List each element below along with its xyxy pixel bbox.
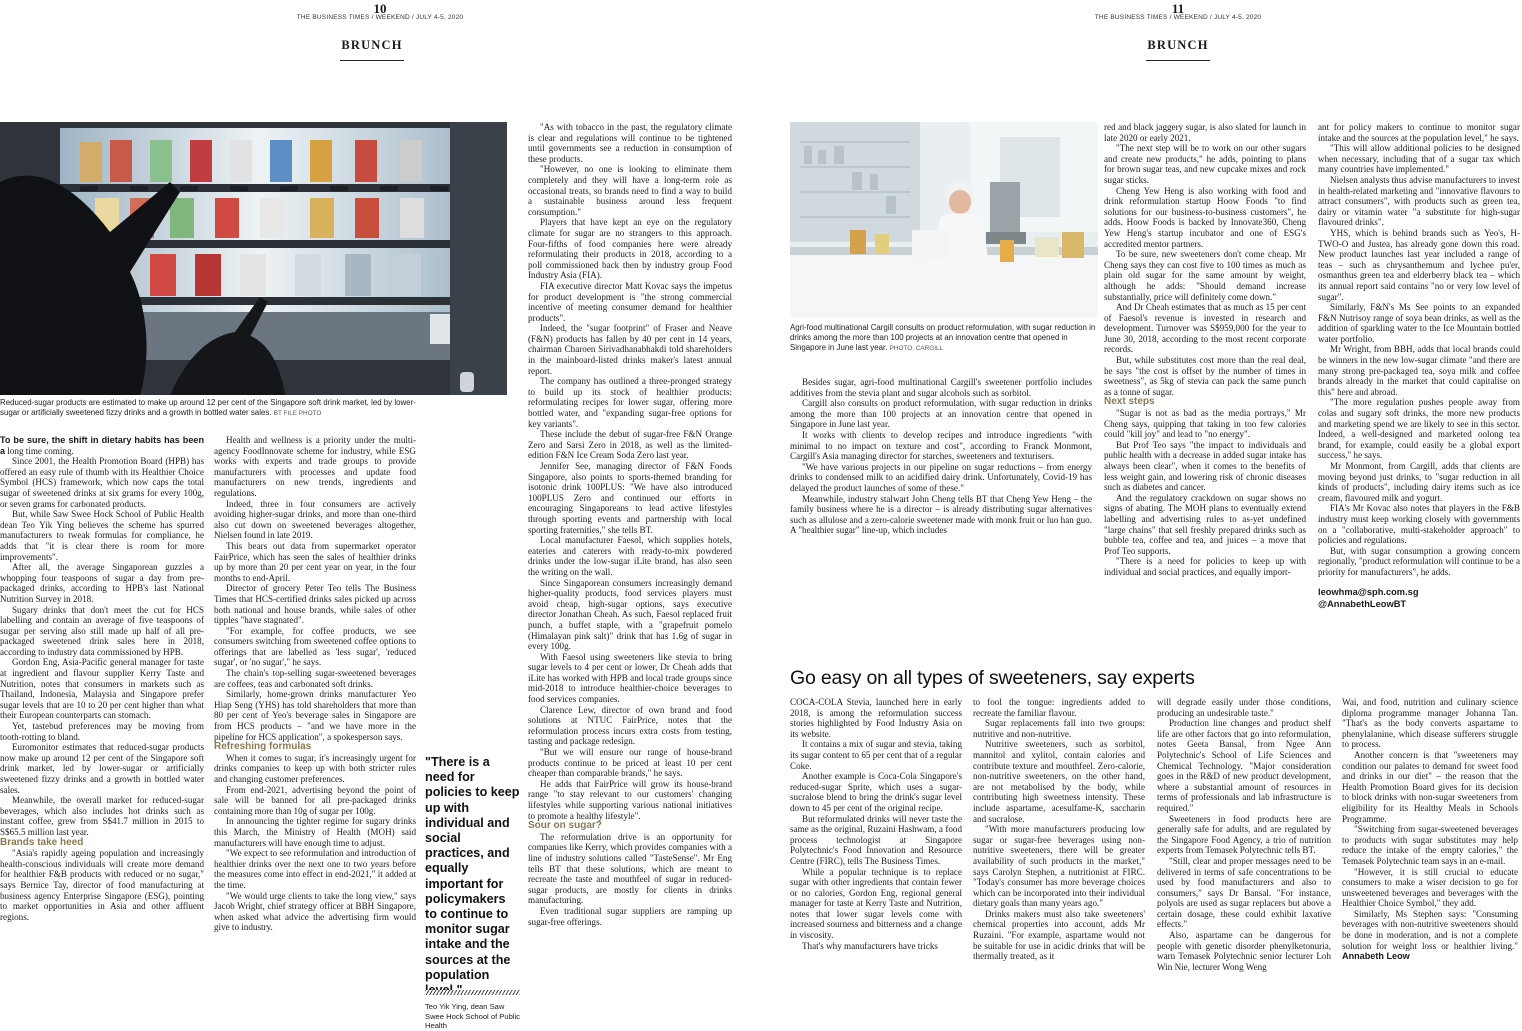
lab-photo	[790, 122, 1098, 318]
paragraph: But Prof Teo says "the impact to individuals and public health with a decrease in added sugar intake has always been clear", when it comes to the benefits of less weight gain, and lowering risk of chronic diseases such as diabetes and cancer.	[1104, 439, 1306, 493]
sidebar-column-1	[790, 697, 962, 1000]
paragraph: Euromonitor estimates that reduced-sugar products now make up around 12 per cent of the Singapore soft drink market, led by lower-sugar or artificially sweetened fizzy drinks and a growth in bottled water sales.	[0, 742, 204, 795]
paragraph: Sweeteners in food products here are generally safe for adults, and are regulated by the Singapore Food Agency, a trio of nutrition experts from Temasek Polytechnic tells BT.	[1157, 813, 1331, 856]
paragraph: COCA-COLA Stevia, launched here in early 2018, is among the reformulation success stories highlighted by Food Industry Asia on its website.	[790, 697, 962, 739]
photo-caption	[0, 398, 430, 419]
section-label: BRUNCH	[341, 38, 403, 52]
caption-text: Reduced-sugar products are estimated to make up around 12 per cent of the Singapore soft drink market, led by lower-sugar or artificially sweetened fizzy drinks and a growth in bottled water sales.	[0, 398, 416, 417]
paragraph: "For example, for coffee products, we see consumers switching from sweetened coffee options to offerings that are labelled as 'less sugar', 'reduced sugar', or 'no sugar'," he says.	[214, 625, 416, 668]
page-number: 11	[1171, 1, 1185, 16]
paragraph: Similarly, home-grown drinks manufacturer Yeo Hiap Seng (YHS) has told shareholders that more than 80 per cent of Yeo's beverage sales in Singapore are from HCS products – "and we have more in the pipeline for HCS application", a spokesperson says.	[214, 689, 416, 742]
paragraph: Drinks makers must also take sweeteners' chemical properties into account, adds Mr Ruzaini. "For example, aspartame would not be suitable for use in acidic drinks that will be thermally treated, as it	[973, 908, 1145, 962]
paragraph: Sugar replacements fall into two groups: nutritive and non-nutritive.	[973, 718, 1145, 739]
paragraph: "We have various projects in our pipeline on sugar reductions – from energy drinks to condensed milk to an acidified dairy drink. Unfortunately, Covid-19 has delayed the product launches of some of these."	[790, 461, 1092, 493]
paragraph: "This will allow additional policies to be designed when necessary, including that of a sugar tax which many countries have implemented."	[1318, 143, 1520, 175]
paragraph: Sugary drinks that don't meet the cut for HCS labelling and contain an average of five teaspoons of sugar per serving also still made up half of all pre-packaged sweetened drink sales here in 2018, according to industry data commissioned by HPB.	[0, 604, 204, 657]
paragraph: FIA executive director Matt Kovac says the impetus for product development is "the strong commercial incentive of meeting consumer demand for healthier products".	[528, 280, 732, 323]
paragraph: ant for policy makers to continue to monitor sugar intake and the sources at the population level," he says.	[1318, 122, 1520, 143]
paragraph	[1342, 909, 1518, 962]
paragraph: Local manufacturer Faesol, which supplies hotels, eateries and caterers with ready-to-mix powdered drinks under the low-sugar iLite brand, has also seen the writing on the wall.	[528, 535, 732, 577]
paragraph: Another concern is that "sweeteners may condition our palates to demand for sweet food and drinks in our diet" – the reason that the Health Promotion Board gives for its decision to block drinks with non-sugar sweeteners from eligibility for its Healthy Meals in Schools Programme.	[1342, 749, 1518, 824]
subheading: Next steps	[1104, 396, 1155, 408]
section-label: BRUNCH	[1147, 38, 1209, 52]
paragraph: "We expect to see reformulation and introduction of healthier drinks over the next one to two years before the measures come into effect in end-2021," it added at the time.	[214, 848, 416, 890]
paragraph: "Asia's rapidly ageing population and increasingly health-conscious individuals will create more demand for healthier F&B products with reduced or no sugar," says Bernice Tay, director of food manufacturing at business agency Enterprise Singapore (ESG), pointing to market opportunities in Asia and other affluent regions.	[0, 848, 204, 922]
vending-machine-photo	[0, 122, 507, 395]
paragraph: The reformulation drive is an opportunity for companies like Kerry, which provides companies with a line of industry solutions called "TasteSense". Mr Eng tells BT that these solutions, which are meant to recreate the taste and mouthfeel of sugar in reduced-sugar products, are mostly for clients in drinks manufacturing.	[528, 831, 732, 906]
lab-illustration	[790, 122, 1098, 318]
paragraph: "With more manufacturers producing low sugar or sugar-free beverages using non-nutritive sweeteners, there will be greater availability of such products in the market," says Carolyn Stephen, a nutritionist at FIRC. "Today's consumer has more beverage choices which can be incorporated into their individual dietary goals than many years ago."	[973, 824, 1145, 909]
paragraph: In announcing the tighter regime for sugary drinks this March, the Ministry of Health (MOH) said manufacturers will have enough time to adjust.	[214, 816, 416, 848]
paragraph: Meanwhile, industry stalwart John Cheng tells BT that Cheng Yew Heng – the family business where he is a director – is already distributing sugar alternatives such as allulose and a zero-calorie sweetener made with monk fruit or luo han guo. A "healthier sugar" line-up, which includes	[790, 493, 1092, 536]
paragraph: The company has outlined a three-pronged strategy to build up its stock of healthier products: reformulating recipes for lower sugar, offering more bottled water, and "expanding sugar-free options for key variants".	[528, 376, 732, 429]
byline: Annabeth Leow	[1342, 951, 1410, 962]
paragraph: Indeed, the "sugar footprint" of Fraser and Neave (F&N) products has fallen by 40 per cent in 14 years, chairman Charoen Sirivadhanabhakdi told shareholders in the mainboard-listed drinks maker's latest annual report.	[528, 323, 732, 376]
paragraph: He adds that FairPrice will grow its house-brand range "to stay relevant to our customers' changing lifestyles while supporting various national initiatives to promote a healthy lifestyle".	[528, 778, 732, 821]
lead-in-rest: long time coming.	[7, 445, 74, 456]
paragraph: Mr Monmont, from Cargill, adds that clients are moving beyond just drinks, to "sugar reduction in all kinds of products", including dairy items such as ice cream, flavoured milk and yogurt.	[1318, 461, 1520, 503]
sidebar-headline: Go easy on all types of sweeteners, say experts	[790, 667, 1195, 689]
hatch-rule	[425, 990, 520, 995]
paragraph: It contains a mix of sugar and stevia, taking its sugar content to 65 per cent that of a regular Coke.	[790, 739, 962, 771]
paragraph: "Still, clear and proper messages need to be delivered in terms of safe concentrations to be used by food manufacturers and also to consumers," says Dr Bansal. "For instance, polyols are used as sugar replacers but above a certain dosage, these could exhibit laxative effects."	[1157, 855, 1331, 930]
photo-credit: BT FILE PHOTO	[273, 410, 322, 417]
sidebar-column-4	[1342, 697, 1518, 1000]
paragraph: "There is a need for policies to keep up with individual and social practices, and equally import-	[1104, 556, 1306, 577]
quote-text: "There is a need for policies to keep up with individual and social practices, and equally important for policymakers to continue to monitor sugar intake and the sources at the population	[425, 755, 520, 982]
paragraph: "The more regulation pushes people away from colas and sugary soft drinks, the more new products and marketing spend we are likely to see in this sector. Indeed, a well-designed and marketed oolong tea brand, for example, could easily be a global export success," he says.	[1318, 397, 1520, 461]
author-email[interactable]: leowhma@sph.com.sg	[1318, 586, 1419, 597]
paragraph: to fool the tongue: ingredients added to recreate the familiar flavour.	[973, 697, 1145, 718]
paragraph: With Faesol using sweeteners like stevia to bring sugar levels to 4 per cent or lower, Dr Cheah adds that iLite has worked with HPB and local trade groups since mid-2018 to introduce healthier-choice beverages to food services companies.	[528, 651, 732, 705]
paragraph: Cargill also consults on product reformulation, with sugar reduction in drinks among the more than 100 projects at an innovation centre that opened in Singapore in June last year.	[790, 398, 1092, 430]
section-rule	[1146, 60, 1210, 61]
page-number: 10	[373, 1, 387, 16]
dateline: THE BUSINESS TIMES / WEEKEND / JULY 4-5, 2020	[1094, 14, 1262, 21]
caption-text: Agri-food multinational Cargill consults on product reformulation, with sugar reduction in drinks among the more than 100 projects at an innovation centre that opened in Singapore in June last year.	[790, 323, 1096, 352]
paragraph: "Switching from sugar-sweetened beverages to products with sugar substitutes may help reduce the intake of the empty calories," the Temasek Polytechnic team says in an e-mail.	[1342, 824, 1518, 866]
paragraph: Gordon Eng, Asia-Pacific general manager for taste at ingredient and flavour supplier Kerry Taste and Nutrition, notes that consumers in markets such as Thailand, Indonesia, Malaysia and Singapore prefer sugar levels that are 10 to 20 per cent higher than what their European counterparts can stomach.	[0, 657, 204, 721]
paragraph: Health and wellness is a priority under the multi-agency FoodInnovate scheme for industry, while ESG works with experts and trade groups to provide manufacturers with processes and update food manufacturers on new trends, ingredients and regulations.	[214, 435, 416, 498]
paragraph: "As with tobacco in the past, the regulatory climate is clear and regulations will continue to be tightened until governments see a reduction in consumption of these products.	[528, 122, 732, 164]
section-rule	[340, 60, 404, 61]
paragraph: FIA's Mr Kovac also notes that players in the F&B industry must keep working closely with governments on a "collaborative, multi-stakeholder approach" to policies and regulations.	[1318, 503, 1520, 546]
paragraph: will degrade easily under those conditions, producing an undesirable taste."	[1157, 697, 1331, 718]
vending-machine-illustration	[0, 122, 507, 395]
paragraph: Even traditional sugar suppliers are ramping up sugar-free offerings.	[528, 905, 732, 927]
paragraph: These include the debut of sugar-free F&N Orange Zero and Sarsi Zero in 2018, as well as the limited-edition F&N Ice Cream Soda Zero last year.	[528, 429, 732, 461]
paragraph: After all, the average Singaporean guzzles a whopping four teaspoons of sugar a day from pre-packaged drinks, according to HPB's last National Nutrition Survey in 2018.	[0, 562, 204, 604]
paragraph: Director of grocery Peter Teo tells The Business Times that HCS-certified drinks sales picked up across both national and house brands, while sales of other tipples "have stagnated".	[214, 583, 416, 626]
paragraph: Also, aspartame can be dangerous for people with genetic disorder phenylketonuria, warn Temasek Polytechnic senior lecturer Loh Win Nie, lecturer Wong Weng	[1157, 930, 1331, 972]
sidebar-column-3	[1157, 697, 1331, 1000]
paragraph: Yet, tastebud preferences may be moving from tooth-rotting to bland.	[0, 721, 204, 742]
paragraph: Players that have kept an eye on the regulatory climate for sugar are no strangers to this approach. Four-fifths of food companies here were already reformulating their products in 2018, according to a poll commissioned back then by industry group Food Industry Asia (FIA).	[528, 217, 732, 281]
paragraph: While a popular technique is to replace sugar with other ingredients that contain fewer or no calories, Gordon Eng, regional general manager for taste at Kerry Taste and Nutrition, notes that lower sugar levels come with increased sourness and bitterness and a change in viscosity.	[790, 866, 962, 941]
article-column-2	[214, 435, 416, 1000]
paragraph: "However, it is still crucial to educate consumers to make a wiser decision to go for unsweetened beverages and beverages with the Healthier Choice Symbol," they add.	[1342, 866, 1518, 909]
paragraph: Besides sugar, agri-food multinational Cargill's sweetener portfolio includes additives from the stevia plant and sugar alcohols such as sorbitol.	[790, 377, 1092, 398]
paragraph: "However, no one is looking to eliminate them completely and they will have a long-term role as occasional treats, so brands need to find a way to build a sustainable business around less frequent consumption."	[528, 164, 732, 217]
paragraph: Indeed, three in four consumers are actively avoiding higher-sugar drinks, and more than one-third also cut down on sweetened beverages altogether, Nielsen found in late 2019.	[214, 498, 416, 541]
paragraph: YHS, which is behind brands such as Yeo's, H-TWO-O and Justea, has already gone down this road. New product launches last year included a range of teas – such as chrysanthemum and lychee pu'er, osmanthus green tea and elderberry black tea – which its annual report said contains "no or very low level of sugar".	[1318, 227, 1520, 302]
article-column-b	[1104, 122, 1306, 642]
photo-caption	[790, 323, 1100, 354]
paragraph: Nutritive sweeteners, such as sorbitol, mannitol and xylitol, contain calories and contribute texture and mouthfeel. Zero-calorie, non-nutritive sweeteners, on the other hand, are not metabolised by the body, while contributing high sweetness intensity. These include aspartame, acesulfame-K, saccharin and sucralose.	[973, 739, 1145, 824]
article-column-c	[1318, 122, 1520, 642]
paragraph: red and black jaggery sugar, is also slated for launch in late 2020 or early 2021.	[1104, 122, 1306, 143]
paragraph: That's why manufacturers have tricks	[802, 940, 938, 951]
sidebar-column-2	[973, 697, 1145, 1000]
paragraph: "Sugar is not as bad as the media portrays," Mr Cheng says, quipping that taking in too few calories could "kill joy" and lead to "no energy".	[1104, 408, 1306, 440]
paragraph: And the regulatory crackdown on sugar shows no signs of abating. The MOH plans to eventually extend labelling and advertising rules to as-yet undefined "large chains" that sell freshly prepared drinks such as bubble tea, coffee and tea, and juices – a move that Prof Teo supports.	[1104, 492, 1306, 556]
paragraph: But, while Saw Swee Hock School of Public Health dean Teo Yik Ying believes the scheme has spurred manufacturers to tweak formulas for compliance, he adds that "it is clear there is room for more improvements".	[0, 509, 204, 562]
paragraph: "We would urge clients to take the long view," says Jacob Wright, chief strategy officer at BBH Singapore, when asked what advice the advertising firm would give to industry.	[214, 890, 416, 933]
paragraph: Production line changes and product shelf life are other factors that go into reformulation, notes Geeta Bansal, from Ngee Ann Polytechnic's School of Life Sciences and Chemical Technology. "Major consideration goes in the R&D of new product development, where a substantial amount of resources in terms of professionals and lab infrastructure is required."	[1157, 718, 1331, 813]
paragraph: From end-2021, advertising beyond the point of sale will be banned for all pre-packaged drinks containing more than 10g of sugar per 100g.	[214, 784, 416, 816]
lead-in: To be sure, the shift in dietary habits has been a	[0, 435, 204, 456]
paragraph: But, with sugar consumption a growing concern regionally, "product reformulation will continue to be a priority for manufacturers", he adds.	[1318, 545, 1520, 577]
paragraph: Another example is Coca-Cola Singapore's reduced-sugar Sprite, which uses a sugar-sucralose blend to bring the drink's sugar level down to 45 per cent of the original recipe.	[790, 771, 962, 813]
subheading: Refreshing formulas	[214, 741, 312, 753]
paragraph: Jennifer See, managing director of F&N Foods Singapore, also points to sports-themed branding for isotonic drink 100PLUS: "We have also introduced 100PLUS Zero and continued our efforts in encouraging Singaporeans to lead active lifestyles through sporting events and partnership with local sporting fraternities," she tells BT.	[528, 461, 732, 535]
paragraph: It works with clients to develop recipes and introduce ingredients "with minimal to no impact on texture and cost", according to Franck Monmont, Cargill's Asia managing director for starches, sweeteners and texturisers.	[790, 429, 1092, 462]
paragraph: Nielsen analysts thus advise manufacturers to invest in health-related marketing and "innovative flavours to attract consumers", with products such as green tea, dairy or vitamin water "a substitute for high-sugar flavoured drinks".	[1318, 174, 1520, 228]
quote-attribution: Teo Yik Ying, dean Saw Swee Hock School of Public Health	[425, 1002, 520, 1031]
dateline: THE BUSINESS TIMES / WEEKEND / JULY 4-5, 2020	[296, 14, 464, 21]
left-page	[0, 0, 760, 1031]
paragraph: But, while substitutes cost more than the real deal, he says "the cost is offset by the number of times in sweetness", as 5kg of stevia can pack the same punch as a tonne of sugar.	[1104, 355, 1306, 397]
paragraph: The chain's top-selling sugar-sweetened beverages are coffees, teas and carbonated soft drinks.	[214, 668, 416, 689]
paragraph: "But we will ensure our range of house-brand products continue to be priced at least 10 per cent cheaper than comparable brands," he says.	[528, 747, 732, 779]
paragraph: This bears out data from supermarket operator FairPrice, which has seen the sales of healthier drinks up by more than 20 per cent year on year, in the four months to end-April.	[214, 540, 416, 583]
subheading: Sour on sugar?	[528, 820, 602, 832]
photo-credit: PHOTO: CARGILL	[889, 345, 944, 352]
right-page	[762, 0, 1522, 1000]
author-twitter[interactable]: @AnnabethLeowBT	[1318, 598, 1407, 609]
paragraph: Since 2001, the Health Promotion Board (HPB) has offered an easy rule of thumb with its Healthier Choice Symbol (HCS) framework, which now caps the total sugar of sweetened drinks at six grams for every 100g, or seven grams for carbonated products.	[0, 456, 204, 509]
article-column-3	[528, 122, 732, 1000]
paragraph: When it comes to sugar, it's increasingly urgent for drinks companies to keep up with both stricter rules and changing customer preferences.	[214, 752, 416, 784]
paragraph: Meanwhile, the overall market for reduced-sugar beverages, which also includes hot drinks such as instant coffee, grew from S$41.7 million in 2015 to S$65.5 million last year.	[0, 795, 204, 837]
paragraph: Mr Wright, from BBH, adds that local brands could be winners in the new low-sugar climate "and there are many strong pre-packaged tea, soya milk and coffee brands already in the market that could capitalise on this" here and abroad.	[1318, 344, 1520, 397]
subheading: Brands take heed	[0, 836, 84, 848]
article-column-1	[0, 435, 204, 1000]
paragraph: And Dr Cheah estimates that as much as 15 per cent of Faesol's revenue is invested in research and development. Turnover was S$959,000 for the year to June 30, 2018, according to the most recent corporate records.	[1104, 302, 1306, 355]
paragraph: Clarence Lew, director of own brand and food solutions at NTUC FairPrice, notes that the reformulation process incurs extra costs from testing, tasting and package redesign.	[528, 704, 732, 747]
paragraph: Cheng Yew Heng is also working with food and drink reformulation startup Hoow Foods "to find solutions for our business-to-business customers", he adds. Hoow Foods is backed by Innovate360, Cheng Yew Heng's startup incubator and one of ESG's accredited mentor partners.	[1104, 185, 1306, 249]
paragraph: "The next step will be to work on our other sugars and create new products," he adds, pointing to plans for brown sugar teas, and new cupcake mixes and rock sugar sticks.	[1104, 143, 1306, 185]
paragraph: To be sure, new sweeteners don't come cheap. Mr Cheng says they can cost five to 100 times as much as plain old sugar for the same amount by weight, although he adds: "Should demand increase substantially, price will definitely come down."	[1104, 249, 1306, 302]
paragraph: But reformulated drinks will never taste the same as the original, Ruzaini Hashwam, a food process technologist at Singapore Polytechnic's Food Innovation and Resource Centre (FIRC), tells The Business Times.	[790, 813, 962, 866]
paragraph: Since Singaporean consumers increasingly demand higher-quality products, food services players must avoid cheap, high-sugar options, says executive director Jonathan Cheah. As such, Faesol replaced fruit punch, a buffet staple, with a "grapefruit pomelo (Himalayan pink salt)" drink that has 1.6g of sugar in every 100g.	[528, 577, 732, 652]
paragraph: Wai, and food, nutrition and culinary science diploma programme manager Johanna Tan. "That's as the body converts aspartame to phenylalanine, which disease sufferers struggle to process.	[1342, 697, 1518, 750]
paragraph: Similarly, F&N's Ms See points to an expanded F&N Nutrisoy range of soya bean drinks, as well as the addition of sparkling water to the Ice Mountain bottled water portfolio.	[1318, 302, 1520, 344]
paragraph-text: Similarly, Ms Stephen says: "Consuming beverages with non-nutritive sweeteners should be done in moderation, and is not a complete solution for weight loss or healthier living."	[1342, 908, 1518, 951]
article-column-a	[790, 377, 1092, 641]
